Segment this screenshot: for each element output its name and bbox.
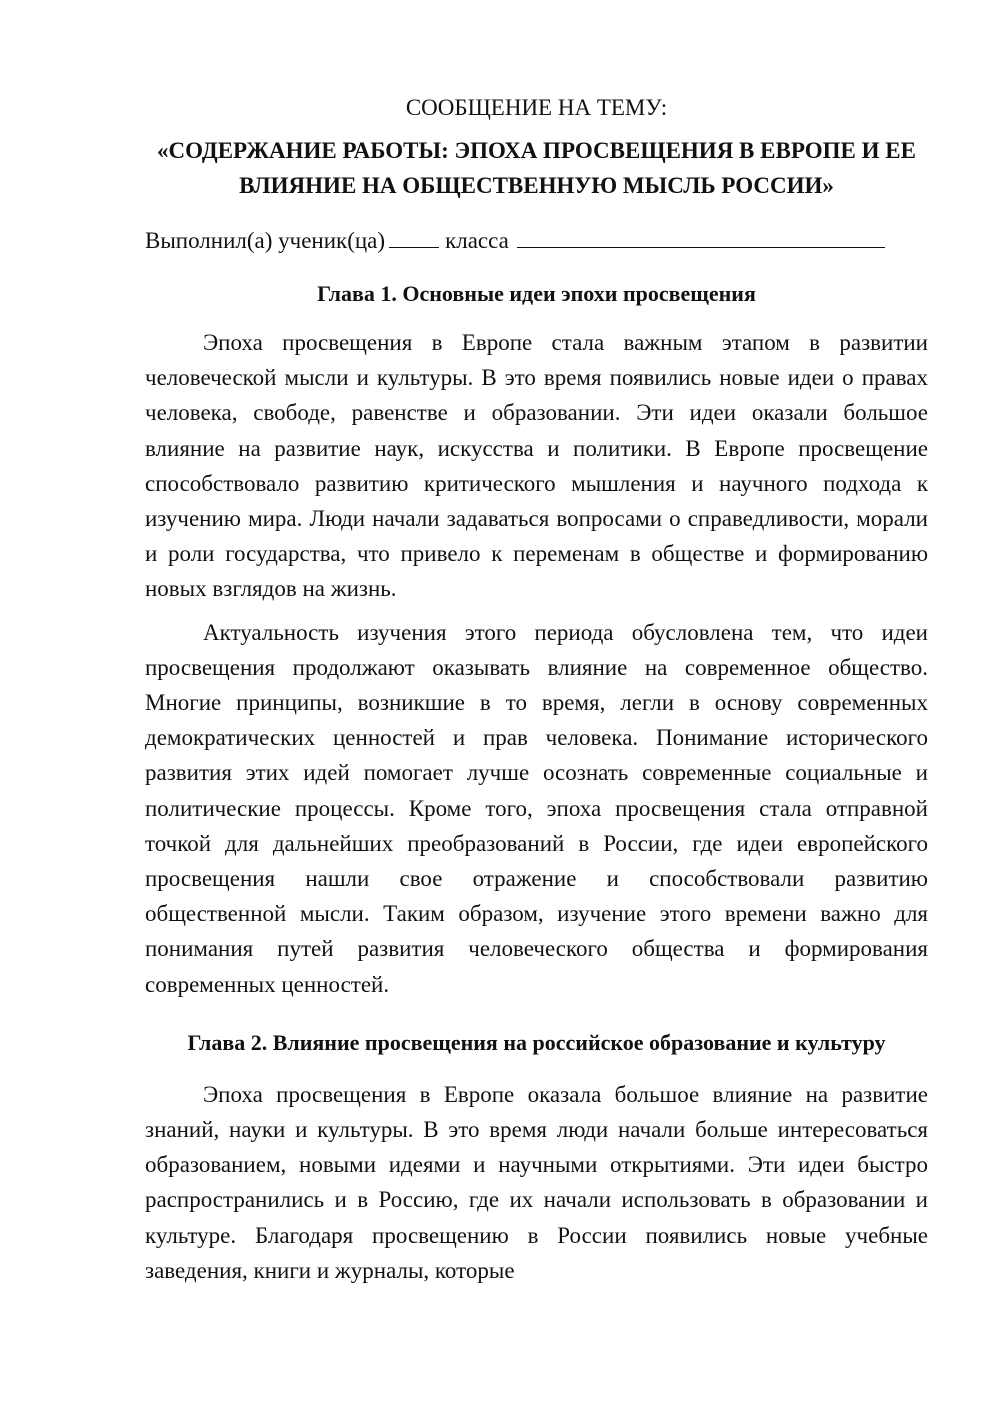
author-label: Выполнил(а) ученик(ца) (145, 228, 386, 253)
document-page (145, 90, 928, 1296)
name-blank-field[interactable] (517, 229, 885, 248)
chapter-1-paragraph: Эпоха просвещения в Европе стала важным этапом в развитии человеческой мысли и культуры. В это время появились новые идеи о правах человека, свободе, равенстве и образовании. Эти идеи оказали большое влияние на развитие наук, искусства и политики. В Европе просвещение способствовало развитию критического мышления и научного подхода к изучению мира. Люди начали задаваться вопросами о справедливости, морали и роли государства, что привело к переменам в обществе и формированию новых взглядов на жизнь. (145, 330, 928, 602)
document-title: «СОДЕРЖАНИЕ РАБОТЫ: ЭПОХА ПРОСВЕЩЕНИЯ В ЕВРОПЕ И ЕЕ ВЛИЯНИЕ НА ОБЩЕСТВЕННУЮ МЫСЛЬ РОССИИ» (157, 138, 916, 198)
chapter-1-title: Глава 1. Основные идеи эпохи просвещения (317, 281, 756, 306)
chapter-2-paragraph: Эпоха просвещения в Европе оказала большое влияние на развитие знаний, науки и культуры. В это время люди начали больше интересоваться образованием, новыми идеями и научными открытиями. Эти идеи быстро распространились и в Россию, где их начали использовать в образовании и культуре. Благодаря просвещению в России появились новые учебные заведения, книги и журналы, которые (145, 1081, 928, 1283)
class-label: класса (445, 228, 509, 253)
topic-label: СООБЩЕНИЕ НА ТЕМУ: (405, 95, 668, 120)
author-line (145, 223, 928, 258)
chapter-1-paragraph: Актуальность изучения этого периода обусловлена тем, что идеи просвещения продолжают оказывать влияние на современное общество. Многие принципы, возникшие в то время, легли в основу современных демократических ценностей и прав человека. Понимание исторического развития этих идей помогает лучше осознать современные социальные и политические процессы. Кроме того, эпоха просвещения стала отправной точкой для дальнейших преобразований в России, где идеи европейского просвещения нашли свое отражение и способствовали развитию общественной мысли. Таким образом, изучение этого времени важно для понимания путей развития человеческого общества и формирования современных ценностей. (145, 619, 928, 997)
grade-blank-field[interactable] (389, 229, 439, 248)
chapter-2-title: Глава 2. Влияние просвещения на российское образование и культуру (187, 1029, 886, 1055)
